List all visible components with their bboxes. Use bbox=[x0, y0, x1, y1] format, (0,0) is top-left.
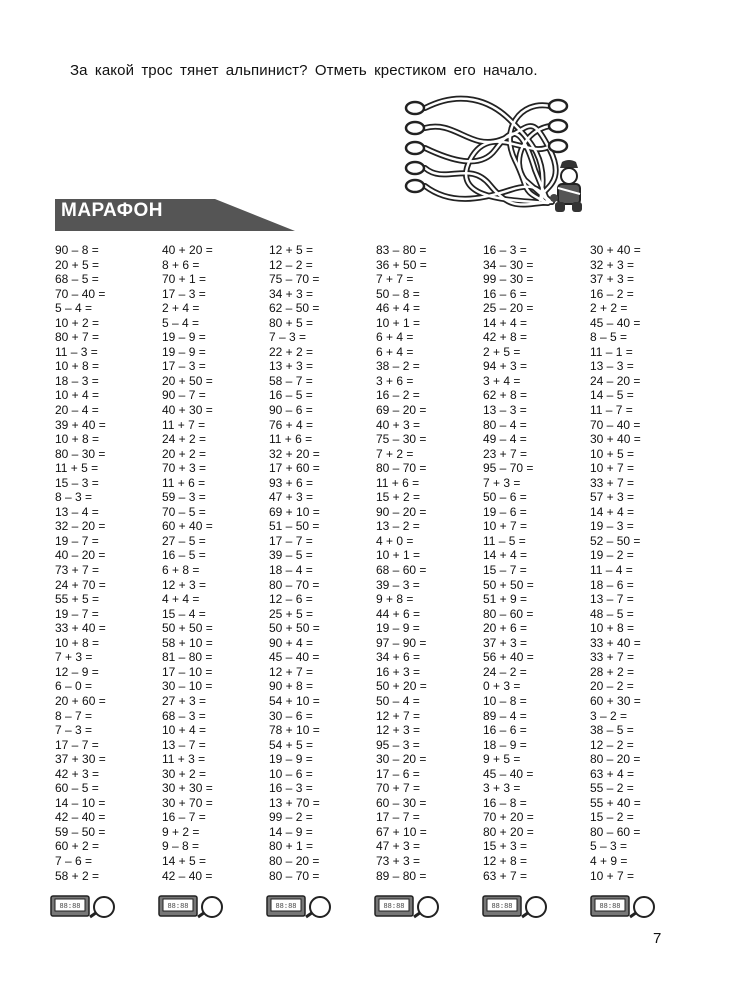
exercise-item: 15 – 3 = bbox=[55, 475, 99, 490]
exercise-item: 80 – 70 = bbox=[269, 868, 320, 883]
exercise-item: 8 – 7 = bbox=[55, 708, 93, 723]
exercise-item: 18 – 4 = bbox=[269, 563, 313, 578]
exercise-item: 45 – 40 = bbox=[269, 650, 320, 665]
exercise-item: 33 + 40 = bbox=[590, 635, 641, 650]
exercise-item: 11 – 7 = bbox=[590, 403, 633, 418]
exercise-item: 16 – 8 = bbox=[483, 795, 527, 810]
exercise-item: 3 + 4 = bbox=[483, 373, 521, 388]
exercise-item: 80 – 70 = bbox=[376, 461, 427, 476]
exercise-item: 47 + 3 = bbox=[376, 839, 421, 854]
exercise-item: 24 + 2 = bbox=[162, 432, 207, 447]
exercise-item: 70 – 5 = bbox=[162, 504, 206, 519]
exercise-item: 34 + 6 = bbox=[376, 650, 421, 665]
exercise-item: 10 + 1 = bbox=[376, 548, 421, 563]
exercise-item: 11 – 5 = bbox=[483, 533, 526, 548]
exercise-item: 17 – 3 = bbox=[162, 286, 206, 301]
svg-text:88:88: 88:88 bbox=[167, 903, 189, 911]
exercise-item: 46 + 4 = bbox=[376, 301, 421, 316]
exercise-item: 6 + 8 = bbox=[162, 563, 200, 578]
exercise-item: 20 + 50 = bbox=[162, 373, 213, 388]
exercise-item: 17 – 3 = bbox=[162, 359, 206, 374]
exercise-item: 7 + 3 = bbox=[55, 650, 93, 665]
exercise-item: 80 – 30 = bbox=[55, 446, 106, 461]
svg-text:88:88: 88:88 bbox=[599, 903, 621, 911]
exercise-item: 54 + 5 = bbox=[269, 737, 314, 752]
exercise-item: 93 + 6 = bbox=[269, 475, 314, 490]
exercise-item: 27 – 5 = bbox=[162, 533, 206, 548]
exercise-item: 10 + 2 = bbox=[55, 315, 100, 330]
exercise-item: 19 – 2 = bbox=[590, 548, 634, 563]
exercise-item: 12 – 9 = bbox=[55, 664, 99, 679]
exercise-column-4 bbox=[376, 243, 486, 883]
exercise-column-6 bbox=[590, 243, 700, 883]
exercise-item: 7 + 2 = bbox=[376, 446, 414, 461]
exercise-item: 13 + 3 = bbox=[269, 359, 314, 374]
exercise-item: 13 – 3 = bbox=[590, 359, 634, 374]
stopwatch-magnifier-icon bbox=[266, 893, 332, 923]
exercise-item: 30 + 40 = bbox=[590, 432, 641, 447]
svg-text:88:88: 88:88 bbox=[59, 903, 81, 911]
exercise-item: 10 + 8 = bbox=[55, 432, 100, 447]
exercise-item: 90 – 20 = bbox=[376, 504, 427, 519]
exercise-item: 33 + 7 = bbox=[590, 475, 635, 490]
exercise-item: 40 + 20 = bbox=[162, 243, 213, 257]
exercise-item: 13 – 2 = bbox=[376, 519, 420, 534]
exercise-item: 8 – 3 = bbox=[55, 490, 93, 505]
exercise-item: 23 + 7 = bbox=[483, 446, 528, 461]
exercise-item: 7 + 7 = bbox=[376, 272, 414, 287]
exercise-item: 62 – 50 = bbox=[269, 301, 320, 316]
exercise-item: 12 + 5 = bbox=[269, 243, 314, 257]
exercise-item: 9 + 5 = bbox=[483, 752, 521, 767]
exercise-item: 70 + 3 = bbox=[162, 461, 207, 476]
exercise-item: 12 + 3 = bbox=[162, 577, 207, 592]
exercise-item: 16 – 2 = bbox=[590, 286, 634, 301]
stopwatch-magnifier-icon bbox=[158, 893, 224, 923]
exercise-item: 8 – 5 = bbox=[590, 330, 628, 345]
exercise-item: 16 – 5 = bbox=[162, 548, 206, 563]
exercise-item: 12 + 7 = bbox=[269, 664, 314, 679]
exercise-item: 11 + 7 = bbox=[162, 417, 206, 432]
exercise-item: 19 – 3 = bbox=[590, 519, 634, 534]
exercise-item: 16 – 3 = bbox=[483, 243, 527, 257]
exercise-item: 10 + 1 = bbox=[376, 315, 421, 330]
exercise-item: 11 + 6 = bbox=[376, 475, 420, 490]
exercise-item: 30 + 70 = bbox=[162, 795, 213, 810]
exercise-item: 30 – 20 = bbox=[376, 752, 427, 767]
exercise-item: 10 + 5 = bbox=[590, 446, 635, 461]
exercise-item: 6 + 4 = bbox=[376, 330, 414, 345]
exercise-item: 19 – 9 = bbox=[269, 752, 313, 767]
exercise-column-3 bbox=[269, 243, 379, 883]
exercise-item: 13 + 70 = bbox=[269, 795, 320, 810]
exercise-item: 11 – 3 = bbox=[55, 344, 98, 359]
exercise-item: 19 – 7 = bbox=[55, 533, 99, 548]
exercise-item: 16 + 3 = bbox=[376, 664, 421, 679]
exercise-item: 2 + 2 = bbox=[590, 301, 628, 316]
exercise-item: 22 + 2 = bbox=[269, 344, 314, 359]
exercise-item: 97 – 90 = bbox=[376, 635, 427, 650]
exercise-item: 39 + 40 = bbox=[55, 417, 106, 432]
exercise-item: 6 + 4 = bbox=[376, 344, 414, 359]
stopwatch-magnifier-icon bbox=[50, 893, 116, 923]
exercise-item: 40 + 3 = bbox=[376, 417, 421, 432]
exercise-item: 50 + 50 = bbox=[483, 577, 534, 592]
exercise-item: 75 – 70 = bbox=[269, 272, 320, 287]
exercise-item: 54 + 10 = bbox=[269, 693, 320, 708]
exercise-item: 16 – 5 = bbox=[269, 388, 313, 403]
exercise-item: 34 – 30 = bbox=[483, 257, 534, 272]
exercise-item: 59 – 50 = bbox=[55, 824, 106, 839]
exercise-item: 16 – 6 = bbox=[483, 723, 527, 738]
exercise-item: 11 – 4 = bbox=[590, 563, 633, 578]
exercise-item: 20 – 2 = bbox=[590, 679, 634, 694]
exercise-item: 15 + 3 = bbox=[483, 839, 528, 854]
exercise-item: 55 + 5 = bbox=[55, 592, 100, 607]
exercise-item: 94 + 3 = bbox=[483, 359, 528, 374]
exercise-item: 69 + 10 = bbox=[269, 504, 320, 519]
exercise-item: 63 + 7 = bbox=[483, 868, 528, 883]
exercise-item: 42 + 8 = bbox=[483, 330, 528, 345]
exercise-item: 90 + 8 = bbox=[269, 679, 314, 694]
exercise-item: 80 – 60 = bbox=[590, 824, 641, 839]
exercise-item: 81 – 80 = bbox=[162, 650, 213, 665]
exercise-item: 10 + 8 = bbox=[590, 621, 635, 636]
exercise-item: 68 – 60 = bbox=[376, 563, 427, 578]
exercise-item: 32 – 20 = bbox=[55, 519, 106, 534]
exercise-item: 7 – 3 = bbox=[269, 330, 307, 345]
exercise-item: 13 – 3 = bbox=[483, 403, 527, 418]
exercise-item: 20 + 5 = bbox=[55, 257, 100, 272]
exercise-item: 9 – 8 = bbox=[162, 839, 200, 854]
exercise-item: 44 + 6 = bbox=[376, 606, 421, 621]
exercise-item: 10 + 7 = bbox=[590, 868, 635, 883]
exercise-item: 80 – 70 = bbox=[269, 577, 320, 592]
exercise-item: 9 + 2 = bbox=[162, 824, 200, 839]
exercise-item: 10 + 7 = bbox=[483, 519, 528, 534]
exercise-item: 19 – 9 = bbox=[162, 330, 206, 345]
exercise-item: 17 – 7 = bbox=[269, 533, 313, 548]
exercise-item: 0 + 3 = bbox=[483, 679, 521, 694]
exercise-item: 60 – 30 = bbox=[376, 795, 427, 810]
exercise-item: 38 – 5 = bbox=[590, 723, 634, 738]
exercise-item: 80 – 20 = bbox=[590, 752, 641, 767]
exercise-item: 90 – 8 = bbox=[55, 243, 99, 257]
exercise-item: 60 + 40 = bbox=[162, 519, 213, 534]
exercise-item: 13 – 4 = bbox=[55, 504, 99, 519]
exercise-item: 12 – 2 = bbox=[590, 737, 634, 752]
exercise-item: 3 + 6 = bbox=[376, 373, 414, 388]
exercise-item: 52 – 50 = bbox=[590, 533, 641, 548]
exercise-item: 75 – 30 = bbox=[376, 432, 427, 447]
exercise-item: 99 – 30 = bbox=[483, 272, 534, 287]
exercise-item: 73 + 3 = bbox=[376, 853, 421, 868]
exercise-item: 2 + 5 = bbox=[483, 344, 521, 359]
exercise-item: 57 + 3 = bbox=[590, 490, 635, 505]
exercise-item: 12 + 7 = bbox=[376, 708, 421, 723]
exercise-item: 7 – 3 = bbox=[55, 723, 93, 738]
exercise-item: 15 – 7 = bbox=[483, 563, 527, 578]
exercise-item: 70 – 40 = bbox=[590, 417, 641, 432]
exercise-item: 95 – 3 = bbox=[376, 737, 420, 752]
exercise-item: 19 – 7 = bbox=[55, 606, 99, 621]
exercise-item: 73 + 7 = bbox=[55, 563, 100, 578]
exercise-item: 58 – 7 = bbox=[269, 373, 313, 388]
exercise-item: 11 + 6 = bbox=[269, 432, 313, 447]
exercise-item: 42 – 40 = bbox=[162, 868, 213, 883]
exercise-item: 5 – 3 = bbox=[590, 839, 628, 854]
exercise-item: 11 – 1 = bbox=[590, 344, 633, 359]
exercise-item: 70 + 7 = bbox=[376, 781, 421, 796]
exercise-item: 4 + 4 = bbox=[162, 592, 200, 607]
exercise-item: 33 + 40 = bbox=[55, 621, 106, 636]
exercise-item: 6 – 0 = bbox=[55, 679, 93, 694]
exercise-item: 39 – 5 = bbox=[269, 548, 313, 563]
exercise-item: 55 – 2 = bbox=[590, 781, 634, 796]
exercise-item: 25 + 5 = bbox=[269, 606, 314, 621]
exercise-item: 68 – 3 = bbox=[162, 708, 206, 723]
exercise-item: 58 + 2 = bbox=[55, 868, 100, 883]
exercise-item: 60 + 30 = bbox=[590, 693, 641, 708]
exercise-item: 70 + 1 = bbox=[162, 272, 207, 287]
exercise-item: 30 + 30 = bbox=[162, 781, 213, 796]
exercise-item: 30 + 2 = bbox=[162, 766, 207, 781]
svg-text:88:88: 88:88 bbox=[275, 903, 297, 911]
exercise-item: 13 – 7 = bbox=[162, 737, 206, 752]
exercise-item: 78 + 10 = bbox=[269, 723, 320, 738]
exercise-item: 60 + 2 = bbox=[55, 839, 100, 854]
exercise-item: 40 + 30 = bbox=[162, 403, 213, 418]
exercise-item: 30 + 40 = bbox=[590, 243, 641, 257]
exercise-column-5 bbox=[483, 243, 593, 883]
exercise-item: 19 – 9 = bbox=[376, 621, 420, 636]
exercise-item: 30 – 6 = bbox=[269, 708, 313, 723]
exercise-item: 34 + 3 = bbox=[269, 286, 314, 301]
exercise-item: 80 + 20 = bbox=[483, 824, 534, 839]
exercise-item: 8 + 6 = bbox=[162, 257, 200, 272]
exercise-item: 20 – 4 = bbox=[55, 403, 99, 418]
exercise-item: 89 – 80 = bbox=[376, 868, 427, 883]
exercise-item: 17 – 6 = bbox=[376, 766, 420, 781]
exercise-item: 42 – 40 = bbox=[55, 810, 106, 825]
exercise-item: 50 – 6 = bbox=[483, 490, 527, 505]
exercise-item: 32 + 20 = bbox=[269, 446, 320, 461]
exercise-item: 80 + 5 = bbox=[269, 315, 314, 330]
exercise-item: 18 – 3 = bbox=[55, 373, 99, 388]
exercise-item: 14 + 5 = bbox=[162, 853, 207, 868]
exercise-item: 17 – 7 = bbox=[376, 810, 420, 825]
exercise-item: 56 + 40 = bbox=[483, 650, 534, 665]
exercise-item: 14 + 4 = bbox=[590, 504, 635, 519]
exercise-item: 59 – 3 = bbox=[162, 490, 206, 505]
exercise-item: 70 – 40 = bbox=[55, 286, 106, 301]
exercise-item: 25 – 20 = bbox=[483, 301, 534, 316]
exercise-item: 90 – 6 = bbox=[269, 403, 313, 418]
exercise-item: 80 – 20 = bbox=[269, 853, 320, 868]
exercise-item: 51 + 9 = bbox=[483, 592, 528, 607]
exercise-item: 38 – 2 = bbox=[376, 359, 420, 374]
exercise-item: 40 – 20 = bbox=[55, 548, 106, 563]
exercise-item: 47 + 3 = bbox=[269, 490, 314, 505]
exercise-item: 58 + 10 = bbox=[162, 635, 213, 650]
exercise-item: 5 – 4 = bbox=[162, 315, 200, 330]
exercise-item: 16 – 3 = bbox=[269, 781, 313, 796]
exercise-item: 50 + 50 = bbox=[162, 621, 213, 636]
exercise-item: 7 + 3 = bbox=[483, 475, 521, 490]
stopwatch-magnifier-icon bbox=[374, 893, 440, 923]
svg-text:88:88: 88:88 bbox=[491, 903, 513, 911]
exercise-item: 14 + 4 = bbox=[483, 548, 528, 563]
exercise-item: 37 + 3 = bbox=[483, 635, 528, 650]
exercise-item: 50 + 50 = bbox=[269, 621, 320, 636]
exercise-item: 19 – 9 = bbox=[162, 344, 206, 359]
exercise-item: 76 + 4 = bbox=[269, 417, 314, 432]
exercise-item: 16 – 6 = bbox=[483, 286, 527, 301]
exercise-item: 68 – 5 = bbox=[55, 272, 99, 287]
exercise-item: 90 + 4 = bbox=[269, 635, 314, 650]
exercise-item: 14 – 5 = bbox=[590, 388, 634, 403]
exercise-item: 4 + 0 = bbox=[376, 533, 414, 548]
exercise-item: 10 – 6 = bbox=[269, 766, 313, 781]
exercise-item: 24 – 2 = bbox=[483, 664, 527, 679]
exercise-item: 14 – 10 = bbox=[55, 795, 106, 810]
exercise-item: 60 – 5 = bbox=[55, 781, 99, 796]
section-title: МАРАФОН bbox=[61, 200, 164, 221]
exercise-item: 27 + 3 = bbox=[162, 693, 207, 708]
exercise-item: 49 – 4 = bbox=[483, 432, 527, 447]
exercise-item: 62 + 8 = bbox=[483, 388, 528, 403]
exercise-item: 12 – 2 = bbox=[269, 257, 313, 272]
exercise-item: 12 – 6 = bbox=[269, 592, 313, 607]
exercise-item: 80 + 1 = bbox=[269, 839, 314, 854]
exercise-item: 17 + 60 = bbox=[269, 461, 320, 476]
exercise-item: 33 + 7 = bbox=[590, 650, 635, 665]
exercise-item: 3 – 2 = bbox=[590, 708, 628, 723]
exercise-item: 67 + 10 = bbox=[376, 824, 427, 839]
exercise-item: 63 + 4 = bbox=[590, 766, 635, 781]
exercise-item: 50 – 4 = bbox=[376, 693, 420, 708]
exercise-item: 9 + 8 = bbox=[376, 592, 414, 607]
exercise-item: 50 + 20 = bbox=[376, 679, 427, 694]
exercise-item: 42 + 3 = bbox=[55, 766, 100, 781]
stopwatch-magnifier-icon bbox=[590, 893, 656, 923]
svg-text:88:88: 88:88 bbox=[383, 903, 405, 911]
exercise-item: 39 – 3 = bbox=[376, 577, 420, 592]
exercise-item: 11 + 5 = bbox=[55, 461, 99, 476]
exercise-item: 2 + 4 = bbox=[162, 301, 200, 316]
exercise-item: 48 – 5 = bbox=[590, 606, 634, 621]
page-number: 7 bbox=[653, 930, 662, 947]
exercise-item: 51 – 50 = bbox=[269, 519, 320, 534]
exercise-item: 20 + 6 = bbox=[483, 621, 528, 636]
exercise-item: 95 – 70 = bbox=[483, 461, 534, 476]
exercise-item: 20 + 60 = bbox=[55, 693, 106, 708]
exercise-item: 36 + 50 = bbox=[376, 257, 427, 272]
exercise-item: 14 + 4 = bbox=[483, 315, 528, 330]
exercise-item: 10 + 8 = bbox=[55, 635, 100, 650]
exercise-item: 45 – 40 = bbox=[590, 315, 641, 330]
exercise-item: 16 – 2 = bbox=[376, 388, 420, 403]
exercise-item: 4 + 9 = bbox=[590, 853, 628, 868]
exercise-item: 10 + 8 = bbox=[55, 359, 100, 374]
exercise-item: 11 + 3 = bbox=[162, 752, 206, 767]
exercise-item: 24 – 20 = bbox=[590, 373, 641, 388]
exercise-item: 45 – 40 = bbox=[483, 766, 534, 781]
exercise-item: 24 + 70 = bbox=[55, 577, 106, 592]
exercise-item: 18 – 9 = bbox=[483, 737, 527, 752]
exercise-item: 99 – 2 = bbox=[269, 810, 313, 825]
exercise-item: 80 – 4 = bbox=[483, 417, 527, 432]
exercise-item: 37 + 30 = bbox=[55, 752, 106, 767]
exercise-item: 17 – 10 = bbox=[162, 664, 213, 679]
exercise-item: 14 – 9 = bbox=[269, 824, 313, 839]
exercise-item: 3 + 3 = bbox=[483, 781, 521, 796]
exercise-item: 32 + 3 = bbox=[590, 257, 635, 272]
exercise-item: 80 – 60 = bbox=[483, 606, 534, 621]
exercise-item: 15 – 4 = bbox=[162, 606, 206, 621]
exercise-item: 70 + 20 = bbox=[483, 810, 534, 825]
exercise-item: 17 – 7 = bbox=[55, 737, 99, 752]
exercise-item: 55 + 40 = bbox=[590, 795, 641, 810]
exercise-item: 15 – 2 = bbox=[590, 810, 634, 825]
exercise-item: 10 + 4 = bbox=[162, 723, 207, 738]
exercise-item: 50 – 8 = bbox=[376, 286, 420, 301]
exercise-item: 13 – 7 = bbox=[590, 592, 634, 607]
exercise-item: 10 + 4 = bbox=[55, 388, 100, 403]
exercise-item: 28 + 2 = bbox=[590, 664, 635, 679]
exercise-item: 83 – 80 = bbox=[376, 243, 427, 257]
exercise-item: 12 + 8 = bbox=[483, 853, 528, 868]
exercise-item: 90 – 7 = bbox=[162, 388, 206, 403]
exercise-column-2 bbox=[162, 243, 272, 883]
exercise-item: 12 + 3 = bbox=[376, 723, 421, 738]
exercise-item: 5 – 4 = bbox=[55, 301, 93, 316]
exercise-item: 11 + 6 = bbox=[162, 475, 206, 490]
exercise-item: 19 – 6 = bbox=[483, 504, 527, 519]
exercise-item: 7 – 6 = bbox=[55, 853, 93, 868]
task-instruction: За какой трос тянет альпинист? Отметь крестиком его начало. bbox=[70, 62, 538, 79]
exercise-item: 30 – 10 = bbox=[162, 679, 213, 694]
stopwatch-magnifier-icon bbox=[482, 893, 548, 923]
exercise-item: 15 + 2 = bbox=[376, 490, 421, 505]
climber-rope-maze-illustration bbox=[400, 90, 600, 220]
exercise-column-1 bbox=[55, 243, 165, 883]
exercise-item: 37 + 3 = bbox=[590, 272, 635, 287]
exercise-item: 18 – 6 = bbox=[590, 577, 634, 592]
exercise-item: 10 + 7 = bbox=[590, 461, 635, 476]
exercise-item: 80 + 7 = bbox=[55, 330, 100, 345]
exercise-item: 89 – 4 = bbox=[483, 708, 527, 723]
exercise-item: 69 – 20 = bbox=[376, 403, 427, 418]
exercise-item: 20 + 2 = bbox=[162, 446, 207, 461]
exercise-item: 10 – 8 = bbox=[483, 693, 527, 708]
exercise-item: 16 – 7 = bbox=[162, 810, 206, 825]
